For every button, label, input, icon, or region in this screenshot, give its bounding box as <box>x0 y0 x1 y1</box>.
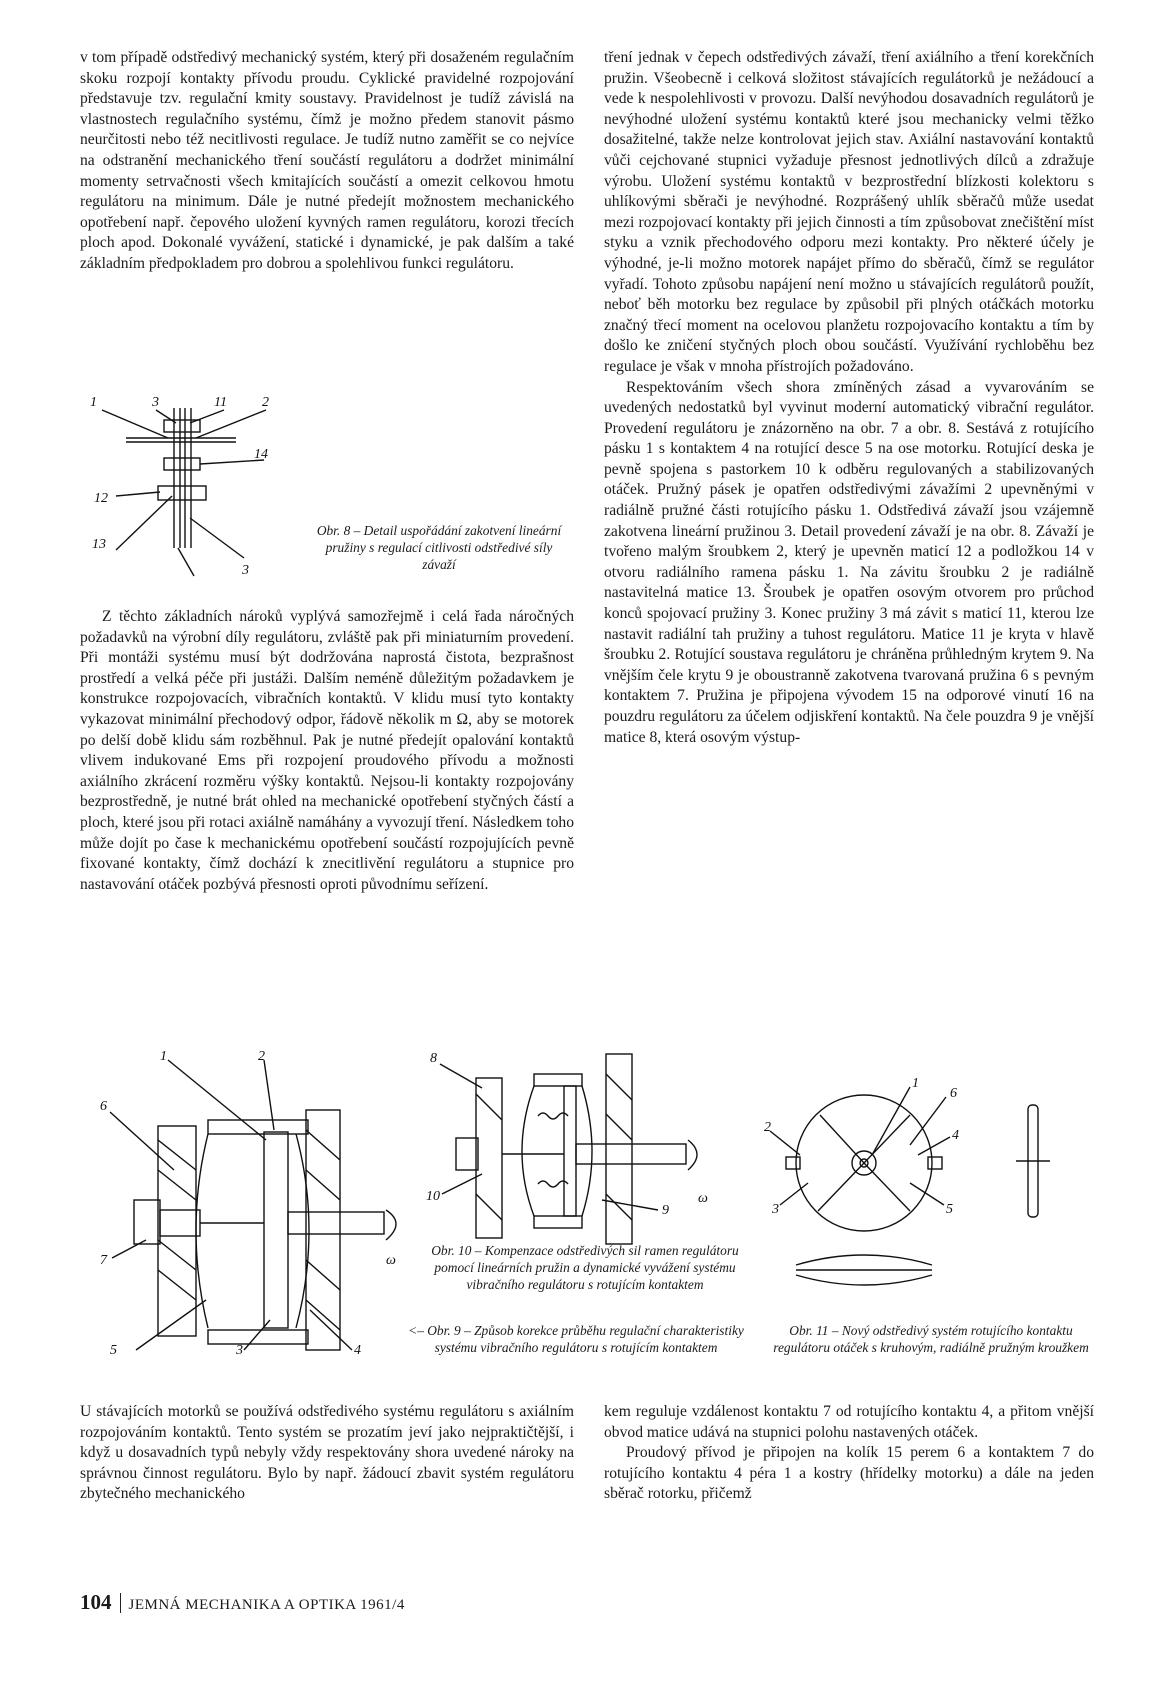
label-2: 2 <box>258 1049 265 1064</box>
label-7: 7 <box>100 1253 107 1268</box>
figure-11-caption: Obr. 11 – Nový odstředivý systém rotujícího kontaktu regulátoru otáček s kruhovým, radiálně pružným kroužkem <box>773 1323 1089 1355</box>
label-4: 4 <box>952 1128 959 1143</box>
figure-8-caption: Obr. 8 – Detail uspořádání zakotvení lineární pružiny s regulací citlivosti odstředivé síly závaží <box>316 523 562 572</box>
label-1: 1 <box>90 395 97 410</box>
paragraph: v tom případě odstředivý mechanický systém, který při dosaženém regulačním skoku rozpojí kontakty přívodu proudu. Cyklické pravidelné rozpojování představuje tzv. regulační kmity soustavy. Pravidelnost je tudíž závislá na vlastnostech regulačního systému, čímž je možno předem stanovit pásmo neurčitosti nebo též necitlivosti regulace. Je tudíž nutno zaměřit se co nejvíce na odstranění mechanického tření součástí regulátoru a dodržet minimální momenty setrvačnosti všech kmitajících součástí a omezit celkovou hmotu regulátoru na minimum. Dále je nutné předejít možnostem mechanického opotřebení např. čepového uložení kyvných ramen regulátoru, korozi třecích ploch apod. Dokonalé vyvážení, statické i dynamické, je pak dalším a také základním předpokladem pro dobrou a spolehlivou funkci regulátoru. <box>80 49 574 272</box>
label-2: 2 <box>262 395 269 410</box>
label-6: 6 <box>100 1099 107 1114</box>
figure-11-drawing <box>760 1075 1090 1315</box>
paragraph: kem reguluje vzdálenost kontaktu 7 od rotujícího kontaktu 4, a přitom vnější obvod matice udává na stupnici polohu nastavených otáček. <box>604 1403 1094 1441</box>
label-1: 1 <box>912 1076 919 1091</box>
journal-title: JEMNÁ MECHANIKA A OPTIKA 1961/4 <box>128 1597 405 1613</box>
label-10: 10 <box>426 1189 440 1204</box>
label-9: 9 <box>662 1203 669 1218</box>
label-5: 5 <box>946 1202 953 1217</box>
divider <box>120 1593 121 1613</box>
page-number: 104 <box>80 1590 112 1614</box>
figure-10-caption: Obr. 10 – Kompenzace odstředivých sil ramen regulátoru pomocí lineárních pružin a dynamické vyvážení systému vibračního regulátoru s rotujícím kontaktem <box>431 1243 739 1292</box>
label-omega: ω <box>698 1191 708 1206</box>
label-8: 8 <box>430 1051 437 1066</box>
label-3b: 3 <box>242 563 249 578</box>
figure-8-drawing <box>86 395 306 583</box>
figure-10-drawing <box>426 1044 756 1249</box>
page-footer <box>80 1590 405 1615</box>
label-6: 6 <box>950 1086 957 1101</box>
label-14: 14 <box>254 447 268 462</box>
label-3: 3 <box>152 395 159 410</box>
label-3: 3 <box>772 1202 779 1217</box>
figure-9-drawing <box>96 1049 426 1360</box>
left-column-bottom <box>80 1402 574 1505</box>
paragraph: tření jednak v čepech odstředivých závaží, tření axiálního a tření korekčních pružin. Všeobecně i celková složitost stávajících regulátorků je nežádoucí a vede k nespolehlivosti v provozu. Další nevýhodou dosavadních regulátorů je nevýhodné uložení systému kontaktů které jsou mechanicky velmi těžko dosažitelné, takže nelze kontrolovat jejich stav. Axiální nastavování kontaktů vůči cejchované stupnici vyžaduje přesnost jednotlivých dílců a zdražuje výrobu. Uložení systému kontaktů v bezprostřední blízkosti kolektoru s uhlíkovými sběrači je nevýhodné. Rozprášený uhlík sběračů může usedat mezi rozpojovací kontakty při jejich činnosti a tím způsobovat znečištění míst styku a vznik přechodového odporu mezi kontakty. Pro některé účely je výhodné, je-li možno motorek napájet přímo do sběračů, čímž se regulátor vyřadí. Tohoto způsobu napájení není možno u stávajících regulátorů použít, neboť běh motorku bez regulace by způsobil při plných otáčkách motorku značný třecí moment na ocelovou planžetu rozpojovacího kontaktu a tím by došlo ke zničení styčných ploch obou součástí. Využívání rychloběhu bez regulace je však v mnoha přístrojích požadováno. <box>604 49 1094 375</box>
left-column-middle <box>80 607 574 895</box>
label-12: 12 <box>94 491 108 506</box>
label-omega: ω <box>386 1253 396 1268</box>
label-2: 2 <box>764 1120 771 1135</box>
label-5: 5 <box>110 1343 117 1358</box>
label-3: 3 <box>236 1343 243 1358</box>
figure-9-caption: <– Obr. 9 – Způsob korekce průběhu regulační charakteristiky systému vibračního regulátoru s rotujícím kontaktem <box>408 1323 744 1355</box>
left-column-top <box>80 48 574 275</box>
paragraph: Proudový přívod je připojen na kolík 15 perem 6 a kontaktem 7 do rotujícího kontaktu 4 péra 1 a kostry (hřídelky motorku) a dále na jeden sběrač rotorku, přičemž <box>604 1444 1094 1503</box>
right-column-bottom <box>604 1402 1094 1505</box>
label-1: 1 <box>160 1049 167 1064</box>
right-column-top <box>604 48 1094 748</box>
label-11: 11 <box>214 395 227 410</box>
label-13: 13 <box>92 537 106 552</box>
paragraph: U stávajících motorků se používá odstředivého systému regulátoru s axiálním rozpojováním kontaktů. Tento systém se prozatím jeví jako nejpraktičtější, i když u dosavadních typů nebyly vždy respektovány shora uvedené nároky na správnou činnost regulátoru. Bylo by např. žádoucí zbavit systém regulátoru zbytečného mechanického <box>80 1403 574 1503</box>
paragraph: Z těchto základních nároků vyplývá samozřejmě i celá řada náročných požadavků na výrobní díly regulátoru, zvláště pak při miniaturním provedení. Při montáži systému musí být dodržována naprostá čistota, bezprašnost prostředí a velká péče při justáži. Dalším neméně důležitým požadavkem je konstrukce rozpojovacích, vibračních kontaktů. V klidu musí tyto kontakty vykazovat minimální přechodový odpor, řádově několik m Ω, aby se motorek po delší době klidu sám rozběhnul. Pak je nutné předejít opalování kontaktů vlivem indukované Ems při rozpojení proudového přívodu a možnosti axiálního zkrácení rozměru výšky kontaktů. Nejsou-li kontakty rozpojovány bezprostředně, je nutné brát ohled na mechanické opotřebení styčných částí a ploch, které jsou při rotaci axiálně namáhány a vyvozují tření. Následkem toho může dojít po čase k mechanickému opotřebení součástí rozpojujících pevně fixované kontakty, čímž dochází k znecitlivění regulátoru a stupnice pro nastavování otáček pozbývá přesnosti oproti původnímu seřízení. <box>80 608 574 893</box>
paragraph: Respektováním všech shora zmíněných zásad a vyvarováním se uvedených nedostatků byl vyvinut moderní automatický vibrační regulátor. Provedení regulátoru je znázorněno na obr. 7 a obr. 8. Sestává z rotujícího pásku 1 s kontaktem 4 na rotující desce 5 na ose motorku. Rotující deska je pevně spojena s pastorkem 10 k odběru regulovaných a stabilizovaných otáček. Pružný pásek je opatřen odstředivými závažími 2 upevněnými v radiálně pružné části rotujícího pásku 1. Odstředivá závaží jsou vzájemně zakotvena lineární pružinou 3. Detail provedení závaží je na obr. 8. Závaží je tvořeno malým šroubkem 2, který je upevněn maticí 12 a podložkou 14 v otvoru radiálního ramena pásku 1. Na závitu šroubku 2 je radiálně nastavitelná matice 13. Šroubek je opatřen osovým otvorem pro průchod konců spojovací pružiny 3. Konec pružiny 3 má závit s maticí 11, kterou lze nastavit radiální tah pružiny a tuhost regulátoru. Matice 11 je kryta v hlavě šroubku 2. Rotující soustava regulátoru je chráněna průhledným krytem 9. Na vnějším čele krytu 9 je oboustranně zakotvena tvarovaná pružina 6 s pevným kontaktem 7. Pružina je připojena vývodem 15 na odporové vinutí 16 na pouzdru regulátoru za účelem odjiskření kontaktů. Na čele pouzdra 9 je vnější matice 8, která osovým výstup- <box>604 378 1094 746</box>
label-4: 4 <box>354 1343 361 1358</box>
